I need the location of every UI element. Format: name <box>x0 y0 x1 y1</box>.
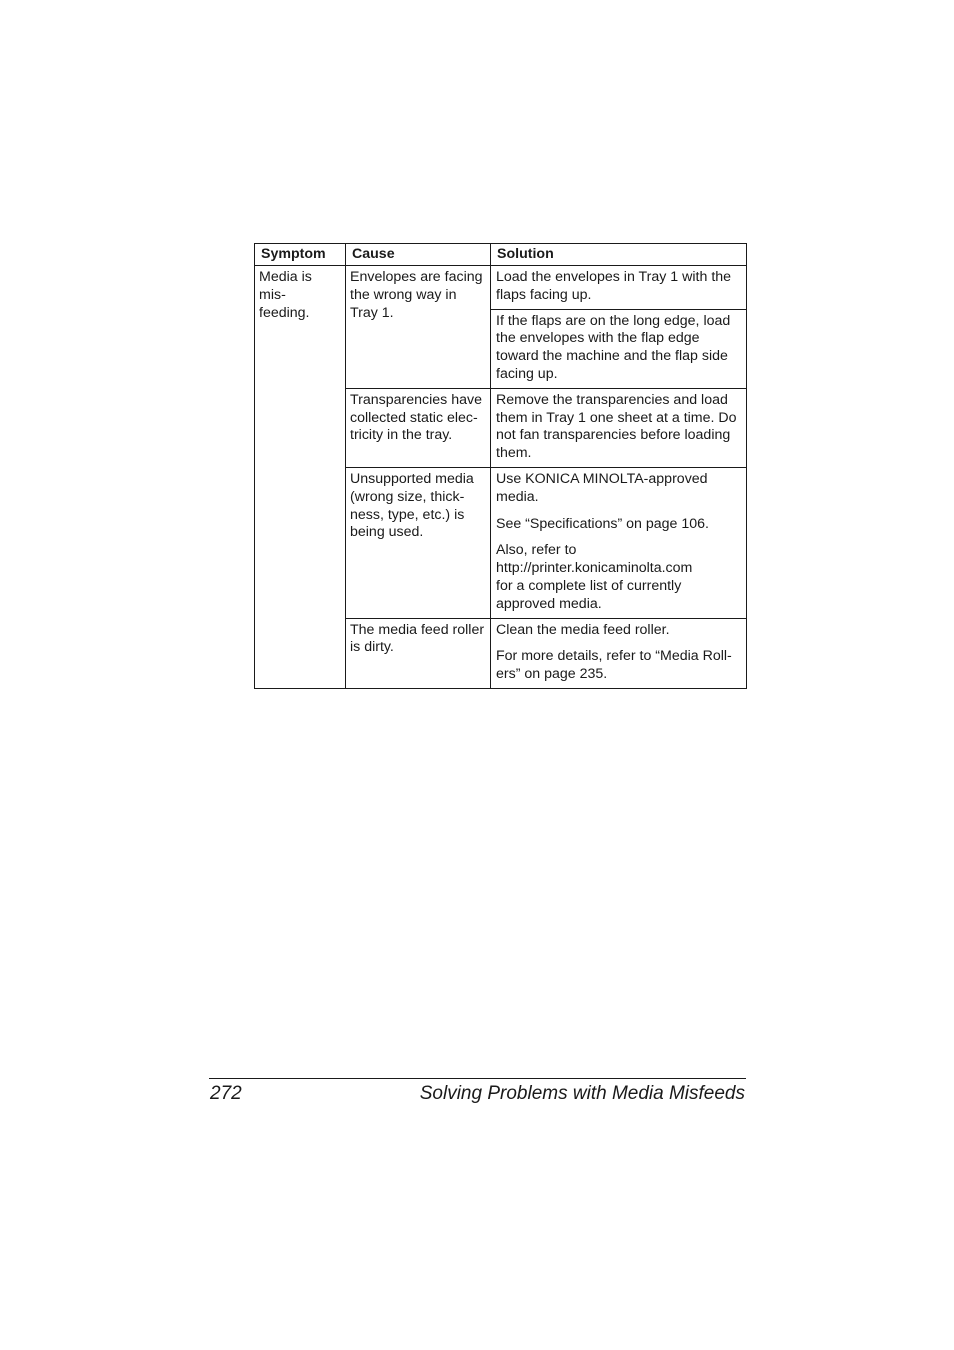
solution-paragraph: Load the envelopes in Tray 1 with the flaps facing up. <box>496 269 732 303</box>
troubleshooting-table <box>254 243 747 689</box>
header-cause: Cause <box>346 244 491 266</box>
solution-paragraph: Clean the media feed roller. <box>496 621 670 638</box>
solution-paragraph: See “Specifications” on page 106. <box>496 515 709 532</box>
solution-cell <box>491 467 747 618</box>
solution-cell <box>491 388 747 467</box>
solution-paragraph: Use KONICA MINOLTA-approved media. <box>496 470 708 505</box>
cause-cell: The media feed roller is dirty. <box>346 618 491 688</box>
header-symptom: Symptom <box>255 244 346 266</box>
cause-cell: Unsupported media (wrong size, thick- ness, type, etc.) is being used. <box>346 467 491 618</box>
symptom-cell: Media is mis- feeding. <box>255 266 346 689</box>
header-solution: Solution <box>491 244 747 266</box>
page-number: 272 <box>210 1083 242 1104</box>
solution-cell <box>491 309 747 388</box>
footer-divider <box>209 1078 746 1079</box>
solution-cell <box>491 266 747 310</box>
table-row <box>255 266 747 310</box>
section-title: Solving Problems with Media Misfeeds <box>419 1083 745 1104</box>
cause-cell: Transparencies have collected static elec- tricity in the tray. <box>346 388 491 467</box>
table-header-row <box>255 244 747 266</box>
solution-paragraph: If the flaps are on the long edge, load the envelopes with the flap edge toward the machine and the flap side facing up. <box>496 312 731 382</box>
solution-paragraph: For more details, refer to “Media Roll- ers” on page 235. <box>496 648 732 683</box>
solution-paragraph: Remove the transparencies and load them in Tray 1 one sheet at a time. Do not fan transparencies before loading them. <box>496 391 737 462</box>
table-body <box>255 266 747 689</box>
solution-cell <box>491 618 747 688</box>
solution-paragraph: Also, refer to http://printer.konicaminolta.com for a complete list of currently approved media. <box>496 542 693 612</box>
cause-cell: Envelopes are facing the wrong way in Tray 1. <box>346 266 491 389</box>
